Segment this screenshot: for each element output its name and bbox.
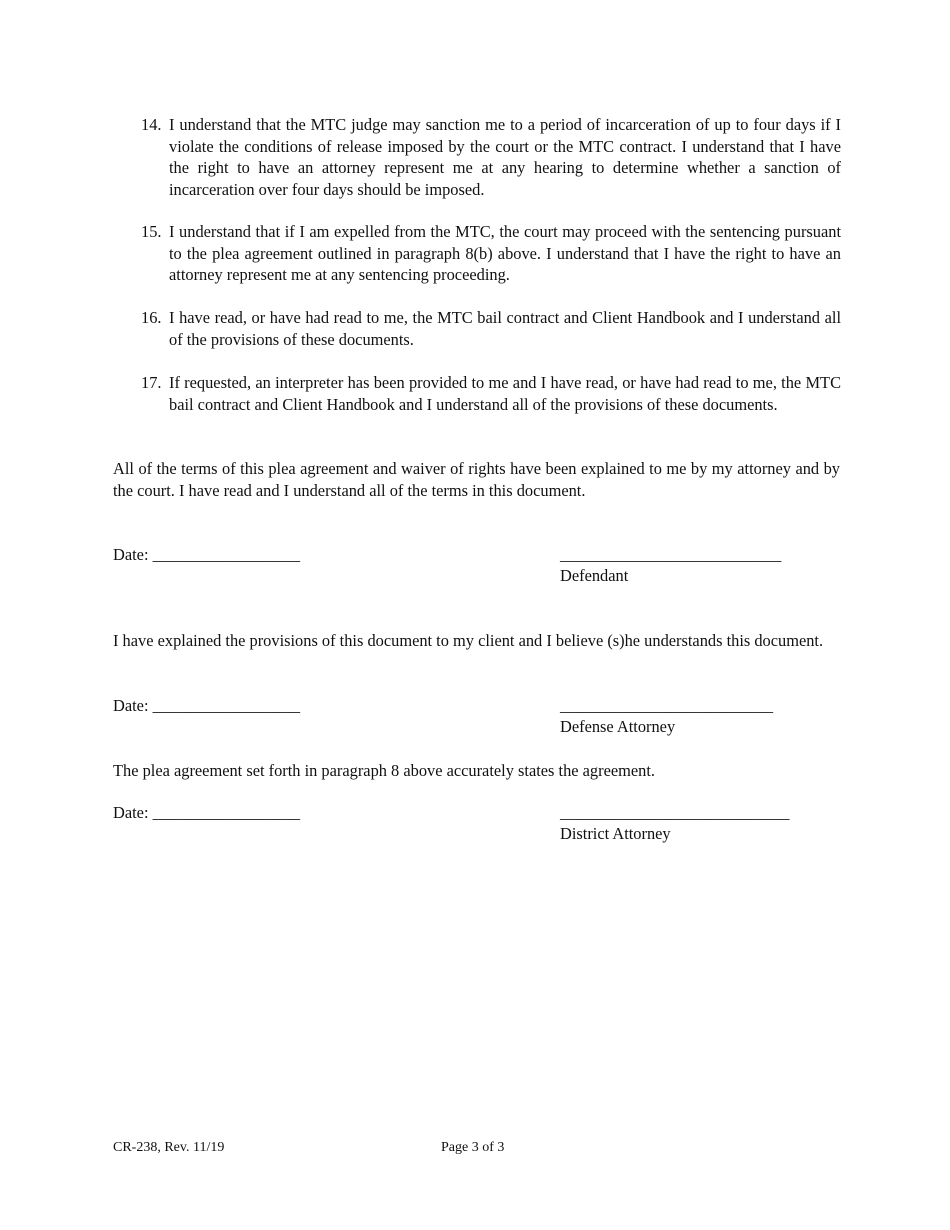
defendant-label: Defendant xyxy=(560,566,629,585)
date-label: Date: xyxy=(113,545,149,564)
defense-attorney-signature-field[interactable]: __________________________ xyxy=(560,696,774,715)
list-item-14 xyxy=(141,114,841,200)
district-attorney-statement: The plea agreement set forth in paragraph 8 above accurately states the agreement. xyxy=(113,761,655,780)
acknowledgement-paragraph: All of the terms of this plea agreement and waiver of rights have been explained to me by my attorney and by the court. I have read and I understand all of the terms in this document. xyxy=(113,459,840,500)
defendant-signature-field[interactable]: ___________________________ xyxy=(560,545,782,564)
item-number: 16. xyxy=(141,308,162,327)
item-text: If requested, an interpreter has been provided to me and I have read, or have had read to me, the MTC bail contract and Client Handbook and I understand all of the provisions of these documents. xyxy=(169,373,841,414)
attorney-statement: I have explained the provisions of this document to my client and I believe (s)he understands this document. xyxy=(113,631,824,650)
date-label: Date: xyxy=(113,803,149,822)
item-text: I understand that if I am expelled from the MTC, the court may proceed with the sentencing pursuant to the plea agreement outlined in paragraph 8(b) above. I understand that I have the right to have an attorney represent me at any sentencing proceeding. xyxy=(169,222,841,284)
form-number: CR-238, Rev. 11/19 xyxy=(113,1140,225,1155)
defense-attorney-date-field[interactable]: __________________ xyxy=(152,696,301,715)
item-number: 17. xyxy=(141,373,162,392)
defendant-date-field[interactable]: __________________ xyxy=(152,545,301,564)
page-number: Page 3 of 3 xyxy=(441,1140,505,1155)
item-number: 14. xyxy=(141,115,162,134)
item-number: 15. xyxy=(141,222,162,241)
item-text: I understand that the MTC judge may sanction me to a period of incarceration of up to four days if I violate the conditions of release imposed by the court or the MTC contract. I understand that I have the right to have an attorney represent me at any hearing to determine whether a sanction of incarceration over four days should be imposed. xyxy=(169,115,841,199)
item-text: I have read, or have had read to me, the MTC bail contract and Client Handbook and I understand all of the provisions of these documents. xyxy=(169,308,841,349)
defense-attorney-date-row xyxy=(113,695,300,717)
defendant-date-row xyxy=(113,544,300,566)
list-item-16 xyxy=(141,307,841,350)
list-item-17 xyxy=(141,372,841,415)
date-label: Date: xyxy=(113,696,149,715)
district-attorney-date-row xyxy=(113,802,300,824)
district-attorney-date-field[interactable]: __________________ xyxy=(152,803,301,822)
defense-attorney-label: Defense Attorney xyxy=(560,717,676,736)
district-attorney-signature-field[interactable]: ____________________________ xyxy=(560,803,790,822)
list-item-15 xyxy=(141,221,841,286)
district-attorney-label: District Attorney xyxy=(560,824,671,843)
